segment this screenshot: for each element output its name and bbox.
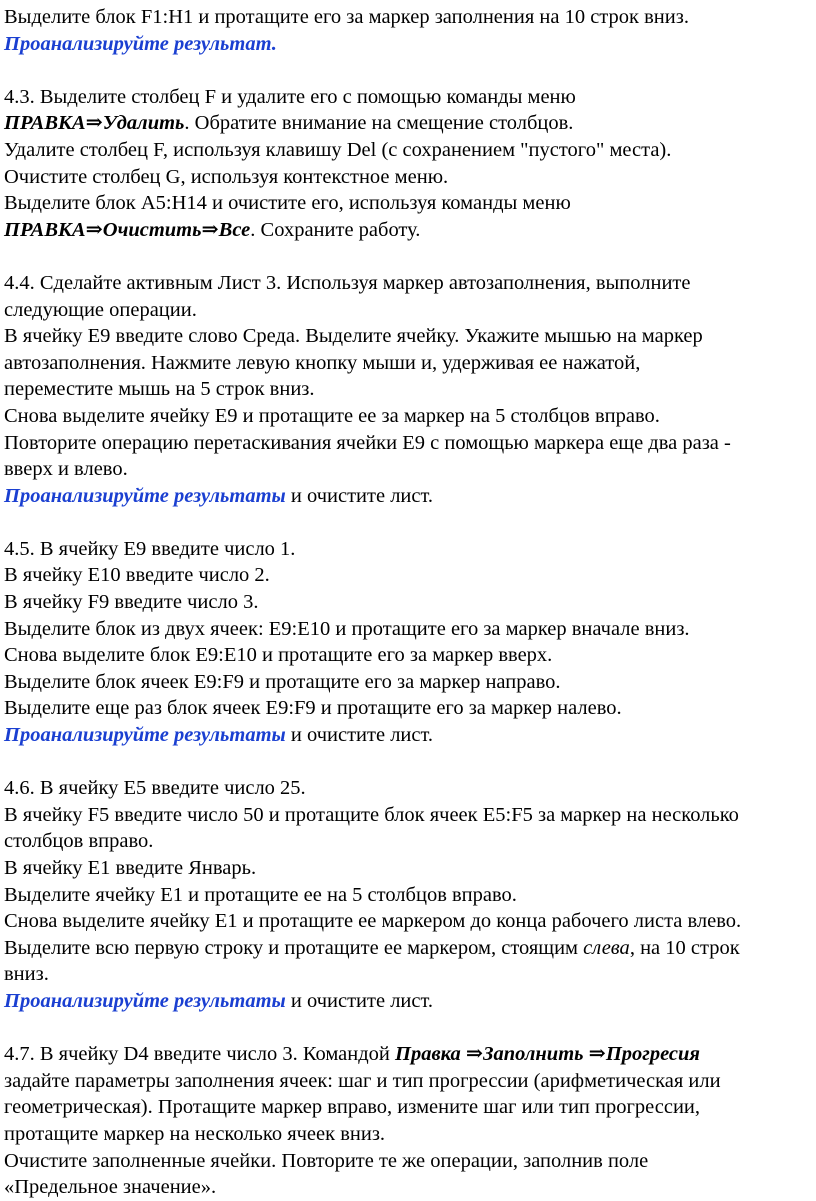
- text-fragment: и очистите лист.: [285, 724, 434, 747]
- text-line: Выделите блок ячеек E9:F9 и протащите его за маркер направо.: [4, 670, 561, 693]
- analyze-results-emphasis: Проанализируйте результаты: [4, 484, 286, 507]
- analyze-results-emphasis: Проанализируйте результаты: [4, 724, 286, 747]
- text-fragment: и очистите лист.: [285, 989, 434, 1012]
- paragraph-gap: [4, 57, 816, 84]
- text-line: геометрическая). Протащите маркер вправо, измените шаг или тип прогрессии,: [4, 1096, 701, 1119]
- text-line: В ячейку E10 введите число 2.: [4, 564, 270, 587]
- text-line: [4, 217, 816, 244]
- text-fragment: 4.7. В ячейку D4 введите число 3. Командой: [4, 1043, 396, 1066]
- text-line: «Предельное значение».: [4, 1176, 217, 1199]
- analyze-results-emphasis: Проанализируйте результаты: [4, 989, 286, 1012]
- text-line: [4, 988, 816, 1015]
- section-4-4-heading-line: 4.4. Сделайте активным Лист 3. Используя маркер автозаполнения, выполните: [4, 271, 691, 294]
- text-line: Выделите блок A5:H14 и очистите его, используя команды меню: [4, 192, 571, 215]
- section-4-5-heading-line: 4.5. В ячейку E9 введите число 1.: [4, 537, 296, 560]
- text-line: Очистите столбец G, используя контекстное меню.: [4, 165, 449, 188]
- paragraph-gap: [4, 1015, 816, 1042]
- text-line: столбцов вправо.: [4, 830, 154, 853]
- italic-word-left: слева: [583, 936, 630, 959]
- paragraph-gap: [4, 749, 816, 776]
- text-line: Выделите еще раз блок ячеек E9:F9 и протащите его за маркер налево.: [4, 697, 622, 720]
- text-line: Выделите ячейку E1 и протащите ее на 5 столбцов вправо.: [4, 883, 517, 906]
- text-line: Удалите столбец F, используя клавишу Del (с сохранением "пустого" места).: [4, 138, 672, 161]
- section-4-3-heading-line: 4.3. Выделите столбец F и удалите его с помощью команды меню: [4, 85, 576, 108]
- text-fragment: . Сохраните работу.: [250, 218, 421, 241]
- analyze-result-emphasis: Проанализируйте результат.: [4, 32, 277, 55]
- text-line: [4, 935, 816, 962]
- text-line: автозаполнения. Нажмите левую кнопку мыши и, удерживая ее нажатой,: [4, 351, 641, 374]
- section-4-7-heading-line: [4, 1041, 816, 1068]
- text-fragment: . Обратите внимание на смещение столбцов.: [184, 112, 574, 135]
- text-line: переместите мышь на 5 строк вниз.: [4, 378, 315, 401]
- text-line: вверх и влево.: [4, 458, 128, 481]
- text-fragment: и очистите лист.: [285, 484, 434, 507]
- text-line: Выделите блок F1:H1 и протащите его за маркер заполнения на 10 строк вниз.: [4, 6, 689, 28]
- text-line: В ячейку F5 введите число 50 и протащите блок ячеек E5:F5 за маркер на несколько: [4, 803, 739, 826]
- text-line: протащите маркер на несколько ячеек вниз.: [4, 1122, 386, 1145]
- text-line: В ячейку E1 введите Январь.: [4, 857, 257, 879]
- text-line: Очистите заполненные ячейки. Повторите те же операции, заполнив поле: [4, 1149, 649, 1172]
- text-line: Снова выделите ячейку E1 и протащите ее маркером до конца рабочего листа влево.: [4, 910, 742, 933]
- section-4-6-heading-line: 4.6. В ячейку E5 введите число 25.: [4, 777, 306, 800]
- text-line: Снова выделите блок E9:E10 и протащите его за маркер вверх.: [4, 644, 553, 667]
- text-line: [4, 110, 816, 137]
- menu-command-fill-progression: Правка ⇒Заполнить ⇒Прогресия: [395, 1043, 700, 1066]
- text-line: В ячейку F9 введите число 3.: [4, 591, 259, 614]
- text-line: Выделите блок из двух ячеек: E9:E10 и протащите его за маркер вначале вниз.: [4, 617, 690, 640]
- text-line: В ячейку E9 введите слово Среда. Выделите ячейку. Укажите мышью на маркер: [4, 325, 703, 348]
- menu-command-delete: ПРАВКА⇒Удалить: [4, 112, 185, 135]
- menu-command-clear-all: ПРАВКА⇒Очистить⇒Все: [4, 218, 251, 241]
- text-fragment: , на 10 строк: [629, 936, 740, 959]
- text-line: Повторите операцию перетаскивания ячейки E9 с помощью маркера еще два раза -: [4, 431, 731, 454]
- text-fragment: Выделите всю первую строку и протащите ее маркером, стоящим: [4, 936, 584, 959]
- text-line: [4, 483, 816, 510]
- text-line: задайте параметры заполнения ячеек: шаг и тип прогрессии (арифметическая или: [4, 1069, 721, 1092]
- text-line: Снова выделите ячейку E9 и протащите ее за маркер на 5 столбцов вправо.: [4, 404, 660, 427]
- paragraph-gap: [4, 243, 816, 270]
- text-line: вниз.: [4, 963, 49, 986]
- text-line: следующие операции.: [4, 298, 197, 321]
- paragraph-gap: [4, 509, 816, 536]
- text-line: [4, 722, 816, 749]
